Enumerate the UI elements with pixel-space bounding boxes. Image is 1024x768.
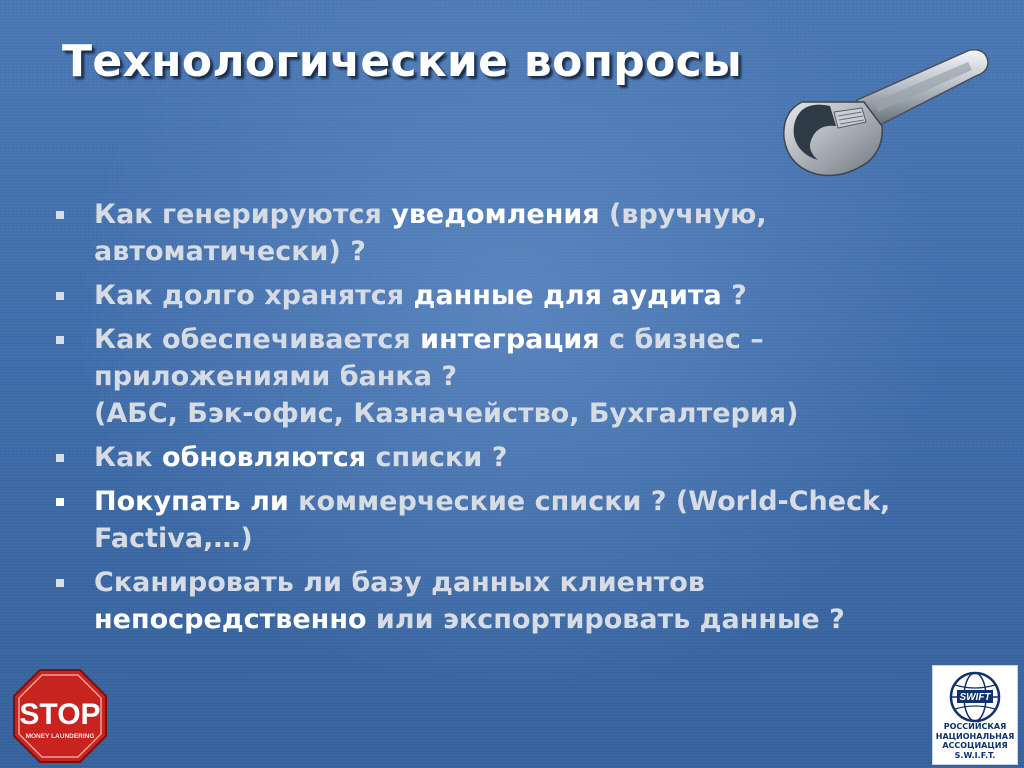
bullet-marker-icon	[56, 336, 64, 344]
bullet-marker-icon	[56, 211, 64, 219]
bullet-text: списки ?	[366, 442, 508, 473]
bullet-item	[56, 564, 1006, 638]
bullet-marker-icon	[56, 454, 64, 462]
bullet-item	[56, 483, 1006, 557]
bullet-text: (вручную,	[599, 199, 767, 230]
bullet-text: Как долго хранятся	[94, 280, 414, 311]
swift-caption-line: АССОЦИАЦИЯ	[942, 741, 1008, 750]
stop-sign-subtitle: MONEY LAUNDERING	[25, 733, 95, 740]
bullet-marker-icon	[56, 498, 64, 506]
swift-logo-text: SWIFT	[959, 692, 991, 703]
bullet-text: Как обеспечивается	[94, 324, 421, 355]
bullet-text: Factiva,…)	[94, 523, 253, 554]
bullet-item	[56, 321, 1006, 432]
swift-caption-line: НАЦИОНАЛЬНАЯ	[935, 731, 1015, 741]
bullet-text: коммерческие списки ? (World-Check,	[298, 486, 891, 517]
bullet-text: Как	[94, 442, 163, 473]
bullet-text: приложениями банка ?	[94, 361, 458, 392]
bullet-text: с бизнес –	[599, 324, 764, 355]
bullet-highlight-text: Покупать ли	[94, 486, 299, 517]
swift-caption-line: РОССИЙСКАЯ	[943, 722, 1007, 731]
swift-caption-line: S.W.I.F.T.	[954, 750, 996, 760]
bullet-highlight-text: обновляются	[162, 442, 367, 473]
bullet-marker-icon	[56, 292, 64, 300]
swift-caption	[933, 722, 1017, 760]
bullet-text: Сканировать ли базу данных клиентов	[94, 567, 705, 598]
stop-sign-logo	[12, 668, 108, 764]
wrench-icon	[772, 42, 992, 182]
swift-association-logo	[932, 665, 1018, 765]
bullet-highlight-text: данные для аудита	[413, 280, 722, 311]
bullet-highlight-text: уведомления	[391, 199, 600, 230]
bullet-marker-icon	[56, 579, 64, 587]
bullet-text: автоматически) ?	[94, 236, 366, 267]
bullet-text: Как генерируются	[94, 199, 392, 230]
bullet-text: (АБС, Бэк-офис, Казначейство, Бухгалтерия)	[94, 398, 799, 429]
bullet-item	[56, 196, 1006, 270]
bullet-highlight-text: непосредственно	[94, 604, 367, 635]
bullet-highlight-text: интеграция	[420, 324, 600, 355]
bullet-list	[56, 196, 1006, 645]
bullet-text: или экспортировать данные ?	[366, 604, 845, 635]
slide-title: Технологические вопросы	[62, 36, 743, 87]
swift-globe-logo	[947, 669, 1003, 725]
bullet-item	[56, 439, 1006, 476]
bullet-item	[56, 277, 1006, 314]
bullet-text: ?	[721, 280, 747, 311]
stop-sign-word: STOP	[19, 698, 101, 731]
